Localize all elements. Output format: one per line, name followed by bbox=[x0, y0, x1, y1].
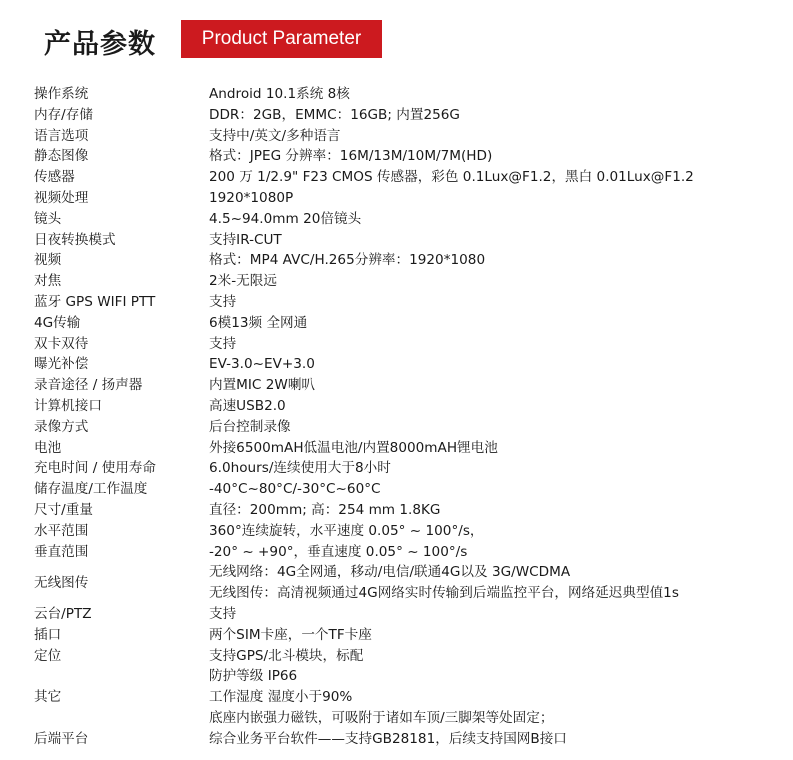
spec-values bbox=[209, 500, 784, 521]
spec-label: 静态图像 bbox=[34, 148, 89, 165]
spec-values bbox=[209, 167, 784, 188]
header bbox=[0, 0, 793, 80]
spec-row bbox=[34, 313, 784, 334]
spec-label: 操作系统 bbox=[34, 86, 89, 102]
spec-value: 无线图传：高清视频通过4G网络实时传输到后端监控平台，网络延迟典型值1s bbox=[209, 585, 679, 602]
spec-values bbox=[209, 230, 784, 251]
spec-row bbox=[34, 479, 784, 500]
spec-label: 4G传输 bbox=[34, 314, 81, 331]
spec-values bbox=[209, 271, 784, 292]
spec-values bbox=[209, 666, 784, 728]
spec-row bbox=[34, 126, 784, 147]
spec-label: 垂直范围 bbox=[34, 543, 89, 560]
spec-value: 支持IR-CUT bbox=[209, 231, 282, 248]
spec-value: 底座内嵌强力磁铁，可吸附于诸如车顶/三脚架等处固定； bbox=[209, 709, 554, 726]
spec-label: 云台/PTZ bbox=[34, 605, 92, 622]
spec-row bbox=[34, 105, 784, 126]
spec-table bbox=[34, 84, 784, 750]
spec-row bbox=[34, 271, 784, 292]
spec-row bbox=[34, 396, 784, 417]
spec-row bbox=[34, 84, 784, 105]
spec-row bbox=[34, 334, 784, 355]
spec-row bbox=[34, 729, 784, 750]
spec-label: 对焦 bbox=[34, 273, 62, 290]
spec-label: 无线图传 bbox=[34, 574, 89, 591]
spec-value: DDR：2GB，EMMC：16GB; 内置256G bbox=[209, 106, 460, 123]
spec-label: 录音途径 / 扬声器 bbox=[34, 377, 143, 394]
spec-value: 工作湿度 湿度小于90% bbox=[209, 689, 353, 706]
spec-value: 格式：MP4 AVC/H.265分辨率：1920*1080 bbox=[209, 252, 486, 269]
page-title-cn: 产品参数 bbox=[44, 29, 156, 60]
spec-label: 视频处理 bbox=[34, 189, 89, 206]
spec-label: 其它 bbox=[34, 689, 62, 706]
spec-values bbox=[209, 396, 784, 417]
spec-values bbox=[209, 334, 784, 355]
spec-values bbox=[209, 562, 784, 604]
spec-row bbox=[34, 500, 784, 521]
spec-value: 防护等级 IP66 bbox=[209, 668, 298, 685]
spec-label: 蓝牙 GPS WIFI PTT bbox=[34, 293, 156, 310]
spec-value: 内置MIC 2W喇叭 bbox=[209, 377, 316, 394]
page-title-en-badge: Product Parameter bbox=[181, 20, 382, 58]
spec-value: -40°C~80°C/-30°C~60°C bbox=[209, 481, 381, 498]
spec-value: 无线网络：4G全网通，移动/电信/联通4G以及 3G/WCDMA bbox=[209, 564, 571, 581]
spec-value: 高速USB2.0 bbox=[209, 397, 286, 414]
spec-label: 视频 bbox=[34, 252, 62, 269]
spec-values bbox=[209, 188, 784, 209]
spec-label: 电池 bbox=[34, 439, 62, 456]
spec-values bbox=[209, 250, 784, 271]
spec-values bbox=[209, 625, 784, 646]
spec-value: 支持中/英文/多种语言 bbox=[209, 127, 341, 144]
spec-label: 内存/存储 bbox=[34, 106, 93, 123]
spec-row bbox=[34, 250, 784, 271]
spec-label: 后端平台 bbox=[34, 730, 89, 747]
spec-value: 两个SIM卡座，一个TF卡座 bbox=[209, 626, 372, 643]
spec-value: Android 10.1系统 8核 bbox=[209, 86, 350, 102]
spec-row bbox=[34, 562, 784, 604]
spec-values bbox=[209, 84, 784, 105]
spec-row bbox=[34, 354, 784, 375]
spec-row bbox=[34, 292, 784, 313]
spec-value: 支持GPS/北斗模块，标配 bbox=[209, 647, 364, 664]
spec-values bbox=[209, 354, 784, 375]
spec-row bbox=[34, 438, 784, 459]
spec-label: 日夜转换模式 bbox=[34, 231, 116, 248]
spec-value: 2米-无限远 bbox=[209, 273, 277, 290]
spec-label: 曝光补偿 bbox=[34, 356, 89, 373]
spec-row bbox=[34, 458, 784, 479]
spec-row bbox=[34, 417, 784, 438]
spec-value: 外接6500mAH低温电池/内置8000mAH锂电池 bbox=[209, 439, 498, 456]
spec-row bbox=[34, 209, 784, 230]
spec-value: 4.5~94.0mm 20倍镜头 bbox=[209, 210, 362, 227]
spec-row bbox=[34, 230, 784, 251]
spec-value: 直径：200mm; 高：254 mm 1.8KG bbox=[209, 501, 441, 518]
spec-label: 语言选项 bbox=[34, 127, 89, 144]
spec-value: 支持 bbox=[209, 605, 237, 622]
spec-label: 尺寸/重量 bbox=[34, 501, 93, 518]
spec-label: 镜头 bbox=[34, 210, 62, 227]
spec-value: 360°连续旋转，水平速度 0.05° ~ 100°/s， bbox=[209, 522, 484, 539]
spec-label: 水平范围 bbox=[34, 522, 89, 539]
spec-values bbox=[209, 313, 784, 334]
spec-values bbox=[209, 604, 784, 625]
spec-row bbox=[34, 375, 784, 396]
spec-row bbox=[34, 646, 784, 667]
spec-value: 后台控制录像 bbox=[209, 418, 291, 435]
spec-label: 充电时间 / 使用寿命 bbox=[34, 460, 156, 477]
spec-values bbox=[209, 479, 784, 500]
spec-value: 6.0hours/连续使用大于8小时 bbox=[209, 460, 391, 477]
spec-label: 插口 bbox=[34, 626, 62, 643]
spec-values bbox=[209, 521, 784, 542]
spec-row bbox=[34, 146, 784, 167]
spec-values bbox=[209, 105, 784, 126]
spec-values bbox=[209, 542, 784, 563]
spec-value: 200 万 1/2.9" F23 CMOS 传感器，彩色 0.1Lux@F1.2，黑白 0.01Lux@F1.2 bbox=[209, 169, 694, 186]
spec-values bbox=[209, 146, 784, 167]
spec-values bbox=[209, 126, 784, 147]
spec-row bbox=[34, 167, 784, 188]
spec-label: 双卡双待 bbox=[34, 335, 89, 352]
spec-value: EV-3.0~EV+3.0 bbox=[209, 356, 315, 373]
spec-values bbox=[209, 646, 784, 667]
spec-value: 格式：JPEG 分辨率：16M/13M/10M/7M(HD) bbox=[209, 148, 493, 165]
spec-value: -20° ~ +90°，垂直速度 0.05° ~ 100°/s bbox=[209, 543, 468, 560]
spec-label: 定位 bbox=[34, 647, 62, 664]
spec-row bbox=[34, 521, 784, 542]
spec-values bbox=[209, 375, 784, 396]
spec-label: 录像方式 bbox=[34, 418, 89, 435]
spec-label: 传感器 bbox=[34, 169, 75, 186]
spec-value: 支持 bbox=[209, 293, 237, 310]
spec-row bbox=[34, 188, 784, 209]
spec-values bbox=[209, 729, 784, 750]
spec-value: 6模13频 全网通 bbox=[209, 314, 308, 331]
spec-value: 支持 bbox=[209, 335, 237, 352]
spec-label: 计算机接口 bbox=[34, 397, 102, 414]
spec-label: 储存温度/工作温度 bbox=[34, 481, 148, 498]
spec-values bbox=[209, 417, 784, 438]
spec-values bbox=[209, 292, 784, 313]
spec-value: 1920*1080P bbox=[209, 189, 294, 206]
spec-values bbox=[209, 458, 784, 479]
spec-value: 综合业务平台软件——支持GB28181，后续支持国网B接口 bbox=[209, 730, 567, 747]
spec-row bbox=[34, 604, 784, 625]
spec-row bbox=[34, 625, 784, 646]
spec-values bbox=[209, 209, 784, 230]
spec-row bbox=[34, 666, 784, 728]
spec-row bbox=[34, 542, 784, 563]
spec-values bbox=[209, 438, 784, 459]
